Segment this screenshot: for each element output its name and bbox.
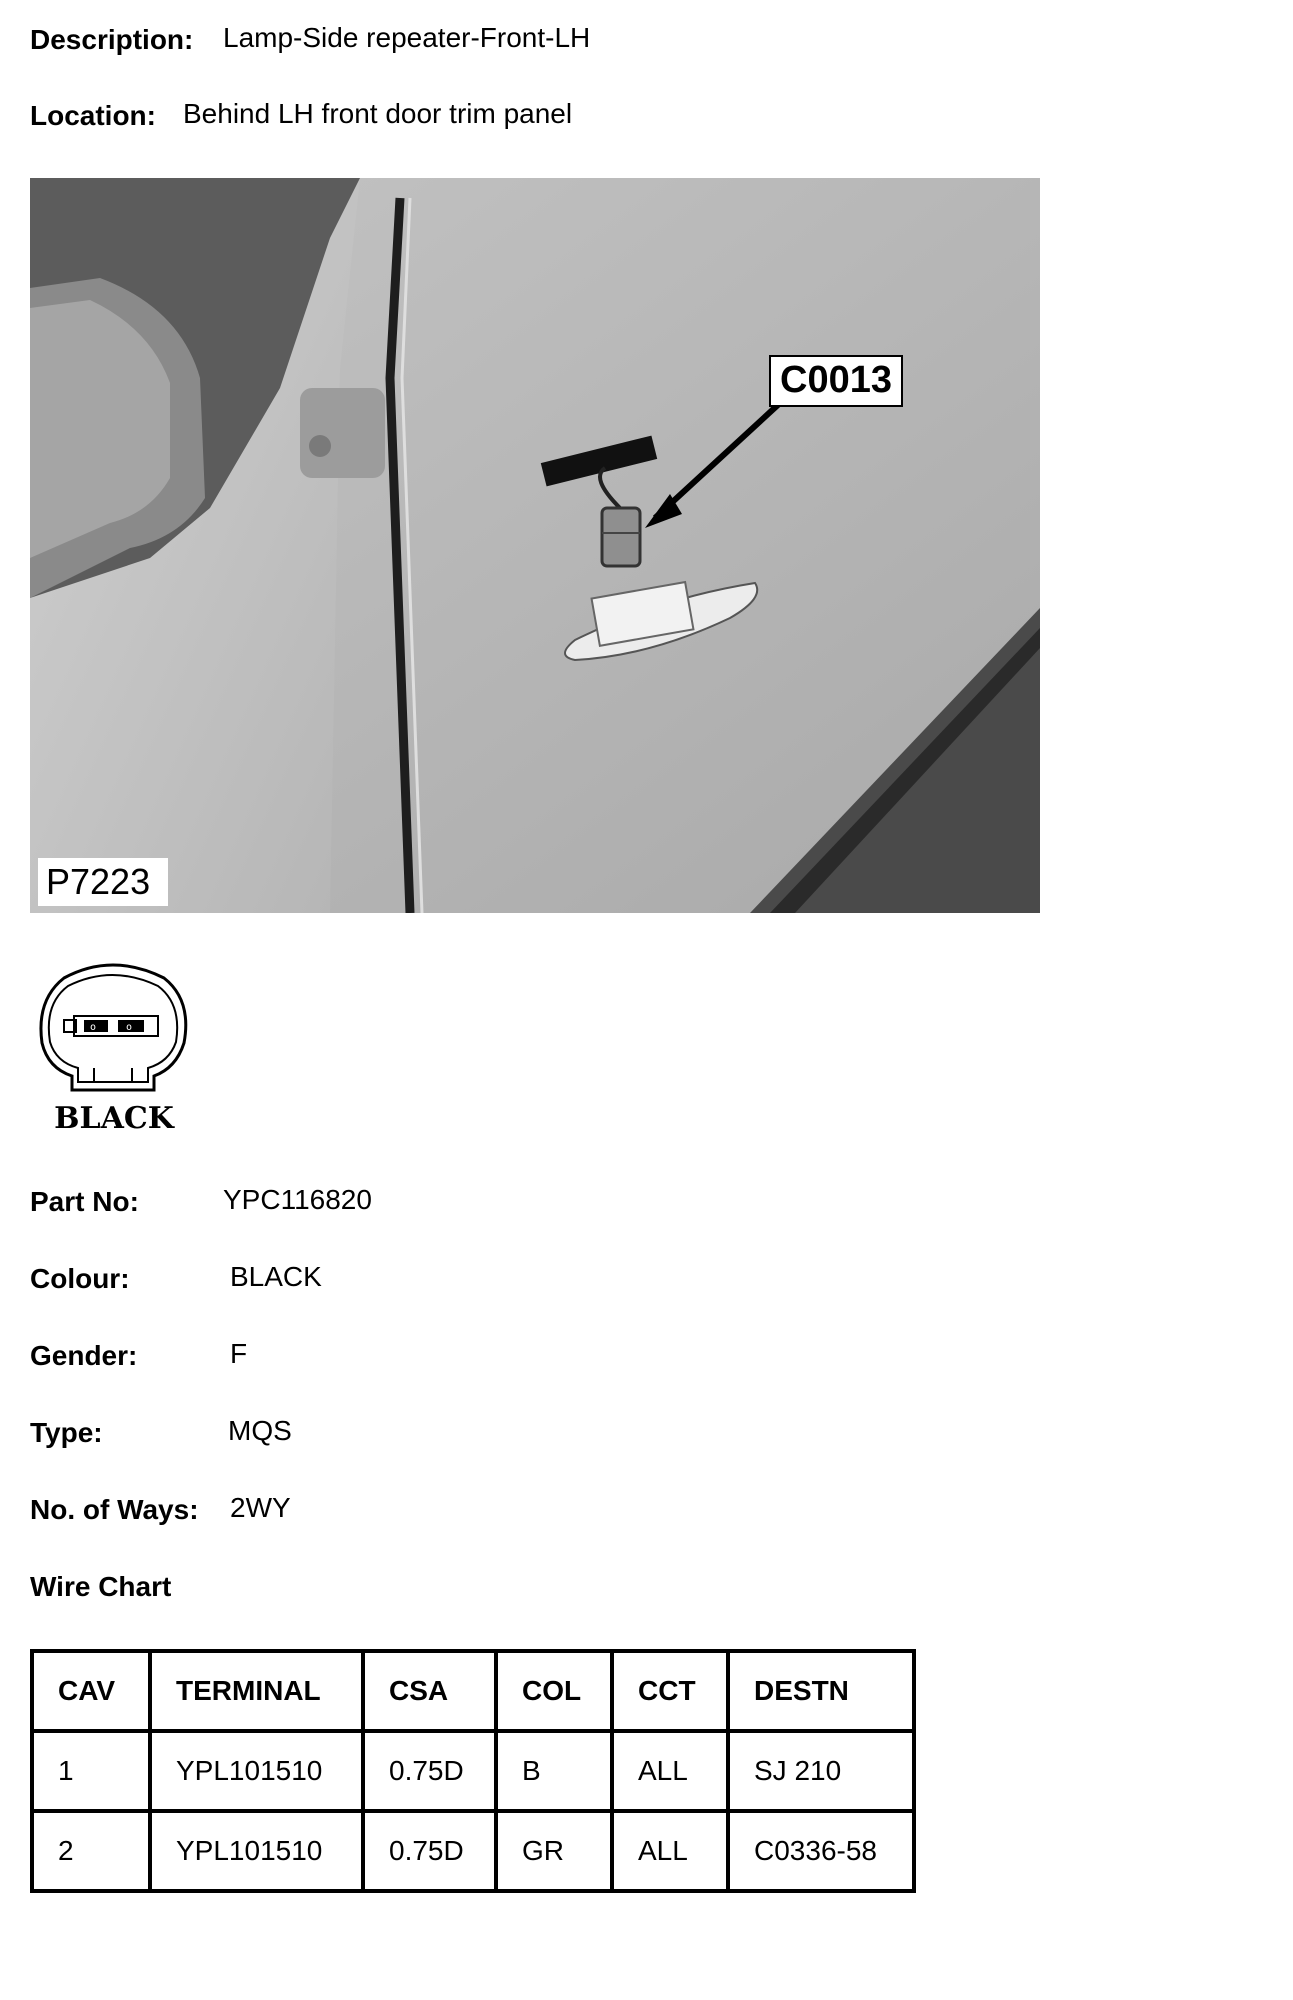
column-header-terminal: TERMINAL (150, 1651, 363, 1731)
cell-col: GR (496, 1811, 612, 1891)
column-header-col: COL (496, 1651, 612, 1731)
location-value: Behind LH front door trim panel (183, 98, 573, 129)
description-value: Lamp-Side repeater-Front-LH (223, 22, 591, 53)
photo-id: P7223 (46, 861, 151, 902)
table-header-row (32, 1651, 914, 1731)
photo-illustration (30, 178, 1040, 913)
colour-value: BLACK (230, 1261, 322, 1292)
type-value: MQS (228, 1415, 292, 1446)
ways-value: 2WY (230, 1492, 291, 1523)
callout-label: C0013 (780, 359, 892, 401)
cell-cct: ALL (612, 1811, 728, 1891)
gender-label: Gender: (30, 1340, 138, 1371)
table-row (32, 1811, 914, 1891)
part-no-value: YPC116820 (223, 1184, 372, 1215)
ways-label: No. of Ways: (30, 1494, 199, 1525)
cell-cct: ALL (612, 1731, 728, 1811)
svg-text:o: o (90, 1022, 97, 1033)
wire-chart-title: Wire Chart (30, 1571, 172, 1602)
cell-destn: C0336-58 (728, 1811, 914, 1891)
table-row (32, 1731, 914, 1811)
svg-text:o: o (126, 1022, 133, 1033)
gender-value: F (230, 1338, 248, 1369)
wire-chart-table (30, 1649, 916, 1893)
location-photo (30, 178, 1040, 913)
cell-col: B (496, 1731, 612, 1811)
column-header-csa: CSA (363, 1651, 496, 1731)
location-label: Location: (30, 100, 156, 131)
column-header-destn: DESTN (728, 1651, 914, 1731)
colour-label: Colour: (30, 1263, 130, 1294)
cell-cav: 2 (32, 1811, 150, 1891)
cell-destn: SJ 210 (728, 1731, 914, 1811)
column-header-cct: CCT (612, 1651, 728, 1731)
part-no-label: Part No: (30, 1186, 139, 1217)
cell-csa: 0.75D (363, 1811, 496, 1891)
column-header-cav: CAV (32, 1651, 150, 1731)
connector-face-drawing (34, 958, 194, 1138)
cell-csa: 0.75D (363, 1731, 496, 1811)
type-label: Type: (30, 1417, 103, 1448)
cell-cav: 1 (32, 1731, 150, 1811)
description-label: Description: (30, 24, 194, 55)
connector-icon (34, 958, 194, 1138)
connector-caption: BLACK (54, 1101, 174, 1136)
cell-terminal: YPL101510 (150, 1811, 363, 1891)
cell-terminal: YPL101510 (150, 1731, 363, 1811)
